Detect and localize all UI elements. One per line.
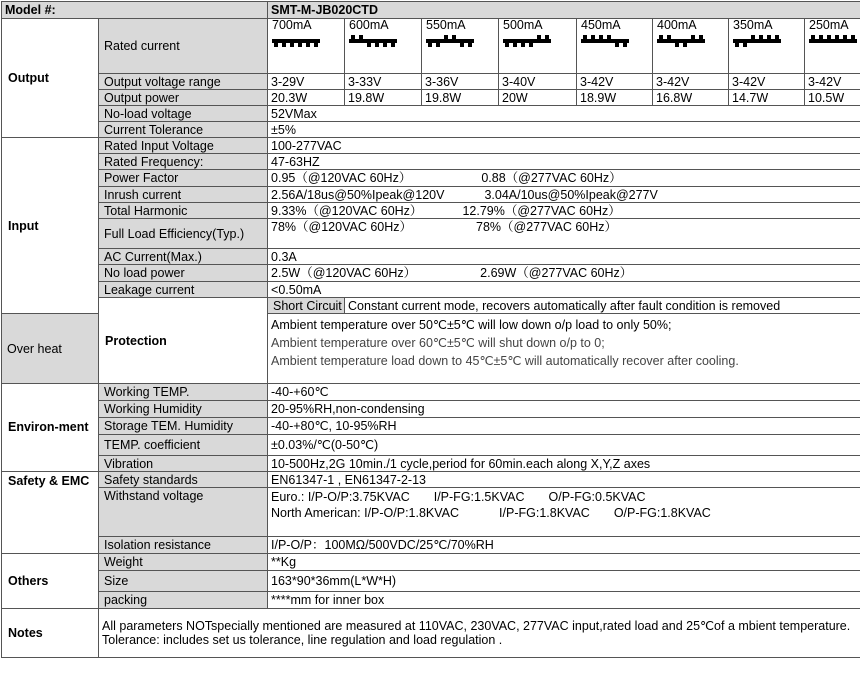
section-output: Output: [2, 19, 99, 138]
working-temp-label: Working TEMP.: [99, 384, 268, 401]
power-factor-label: Power Factor: [99, 170, 268, 187]
over-heat-label: Over heat: [2, 314, 99, 384]
short-circuit-row: [2, 298, 860, 314]
noload-power-row: [2, 265, 860, 282]
withstand-voltage-value: [268, 488, 860, 537]
section-protection: Protection: [99, 298, 268, 384]
total-harmonic-b: 12.79%（@277VAC 60Hz）: [462, 204, 620, 218]
total-harmonic-value: [268, 203, 860, 219]
notes-value: [99, 609, 860, 658]
short-circuit-label: Short Circuit: [268, 298, 345, 314]
voltage-range-row: [2, 74, 860, 90]
withstand-na-ipfg: I/P-FG:1.8KVAC: [499, 506, 590, 520]
section-others: Others: [2, 554, 99, 609]
withstand-voltage-label: Withstand voltage: [99, 488, 268, 537]
working-humidity-label: Working Humidity: [99, 401, 268, 418]
rated-frequency-label: Rated Frequency:: [99, 154, 268, 170]
voltage-range-value: 3-33V: [345, 74, 422, 90]
model-value: SMT-M-JB020CTD: [268, 2, 860, 19]
safety-standards-row: [2, 472, 860, 488]
over-heat-line-3: Ambient temperature load down to 45℃±5℃ will automatically recover after cooling.: [271, 352, 860, 370]
current-tolerance-value: ±5%: [268, 122, 860, 138]
isolation-resistance-label: Isolation resistance: [99, 537, 268, 554]
inrush-current-value: [268, 187, 860, 203]
size-label: Size: [99, 571, 268, 592]
noload-power-value: [268, 265, 860, 282]
efficiency-label: Full Load Efficiency(Typ.): [99, 219, 268, 249]
withstand-na-iop: North American: I/P-O/P:1.8KVAC: [271, 506, 459, 520]
packing-value: ****mm for inner box: [268, 592, 860, 609]
working-humidity-value: 20-95%RH,non-condensing: [268, 401, 860, 418]
dip-switch-icon: [503, 35, 551, 47]
leakage-current-label: Leakage current: [99, 282, 268, 298]
notes-line-2: Tolerance: includes set us tolerance, line regulation and load regulation .: [102, 633, 860, 647]
current-tolerance-label: Current Tolerance: [99, 122, 268, 138]
temp-coefficient-label: TEMP. coefficient: [99, 435, 268, 456]
dip-switch-icon: [349, 35, 397, 47]
withstand-euro-iop: Euro.: I/P-O/P:3.75KVAC: [271, 490, 410, 504]
spec-table: [1, 1, 860, 658]
dip-switch-icon: [272, 35, 320, 47]
temp-coefficient-row: [2, 435, 860, 456]
voltage-range-value: 3-40V: [499, 74, 577, 90]
storage-row: [2, 418, 860, 435]
working-temp-row: [2, 384, 860, 401]
withstand-na-opfg: O/P-FG:1.8KVAC: [614, 506, 711, 520]
voltage-range-label: Output voltage range: [99, 74, 268, 90]
notes-line-1: All parameters NOTspecially mentioned are measured at 110VAC, 230VAC, 277VAC input,rated load and 25℃of a mbient temperature.: [102, 619, 860, 633]
rated-frequency-value: 47-63HZ: [268, 154, 860, 170]
current-cell: [268, 19, 345, 74]
safety-standards-label: Safety standards: [99, 472, 268, 488]
temp-coefficient-value: ±0.03%/℃(0-50℃): [268, 435, 860, 456]
size-value: 163*90*36mm(L*W*H): [268, 571, 860, 592]
current-cell: [805, 19, 860, 74]
rated-current-row: [2, 19, 860, 74]
dip-switch-icon: [581, 35, 629, 47]
power-factor-value: [268, 170, 860, 187]
over-heat-line-1: Ambient temperature over 50℃±5℃ will low down o/p load to only 50%;: [271, 316, 860, 334]
efficiency-a: 78%（@120VAC 60Hz）: [271, 220, 412, 234]
storage-label: Storage TEM. Humidity: [99, 418, 268, 435]
efficiency-value: [268, 219, 860, 249]
output-power-value: 18.9W: [577, 90, 653, 106]
vibration-value: 10-500Hz,2G 10min./1 cycle,period for 60min.each along X,Y,Z axes: [268, 456, 860, 472]
efficiency-row: [2, 219, 860, 249]
output-power-value: 16.8W: [653, 90, 729, 106]
current-cell: [499, 19, 577, 74]
withstand-euro-ipfg: I/P-FG:1.5KVAC: [434, 490, 525, 504]
current-value: 500mA: [503, 19, 543, 33]
noload-power-label: No load power: [99, 265, 268, 282]
leakage-current-value: <0.50mA: [268, 282, 860, 298]
current-value: 550mA: [426, 19, 466, 33]
ac-current-row: [2, 249, 860, 265]
packing-row: [2, 592, 860, 609]
efficiency-b: 78%（@277VAC 60Hz）: [476, 220, 617, 234]
current-value: 400mA: [657, 19, 697, 33]
section-input: Input: [2, 138, 99, 314]
noload-voltage-row: [2, 106, 860, 122]
dip-switch-icon: [809, 35, 857, 47]
working-temp-value: -40-+60℃: [268, 384, 860, 401]
voltage-range-value: 3-42V: [805, 74, 860, 90]
model-row: [2, 2, 860, 19]
dip-switch-icon: [733, 35, 781, 47]
safety-standards-value: EN61347-1 , EN61347-2-13: [268, 472, 860, 488]
inrush-current-b: 3.04A/10us@50%Ipeak@277V: [484, 188, 657, 202]
power-factor-row: [2, 170, 860, 187]
input-voltage-value: 100-277VAC: [268, 138, 860, 154]
output-power-value: 20.3W: [268, 90, 345, 106]
output-power-value: 19.8W: [422, 90, 499, 106]
leakage-current-row: [2, 282, 860, 298]
isolation-resistance-value: I/P-O/P：100MΩ/500VDC/25℃/70%RH: [268, 537, 860, 554]
withstand-euro-opfg: O/P-FG:0.5KVAC: [549, 490, 646, 504]
total-harmonic-a: 9.33%（@120VAC 60Hz）: [271, 204, 422, 218]
over-heat-line-2: Ambient temperature over 60℃±5℃ will shut down o/p to 0;: [271, 334, 860, 352]
dip-switch-icon: [657, 35, 705, 47]
current-cell: [653, 19, 729, 74]
current-value: 600mA: [349, 19, 389, 33]
noload-power-b: 2.69W（@277VAC 60Hz）: [480, 266, 632, 280]
current-tolerance-row: [2, 122, 860, 138]
inrush-current-a: 2.56A/18us@50%Ipeak@120V: [271, 188, 444, 202]
working-humidity-row: [2, 401, 860, 418]
noload-voltage-value: 52VMax: [268, 106, 860, 122]
current-cell: [422, 19, 499, 74]
total-harmonic-label: Total Harmonic: [99, 203, 268, 219]
inrush-current-label: Inrush current: [99, 187, 268, 203]
rated-current-label: Rated current: [99, 19, 268, 74]
output-power-value: 10.5W: [805, 90, 860, 106]
current-cell: [345, 19, 422, 74]
noload-voltage-label: No-load voltage: [99, 106, 268, 122]
current-cell: [729, 19, 805, 74]
section-environment: Environ-ment: [2, 384, 99, 472]
output-power-value: 14.7W: [729, 90, 805, 106]
ac-current-label: AC Current(Max.): [99, 249, 268, 265]
output-power-value: 19.8W: [345, 90, 422, 106]
voltage-range-value: 3-42V: [729, 74, 805, 90]
current-value: 700mA: [272, 19, 312, 33]
inrush-current-row: [2, 187, 860, 203]
total-harmonic-row: [2, 203, 860, 219]
current-cell: [577, 19, 653, 74]
packing-label: packing: [99, 592, 268, 609]
storage-value: -40-+80℃, 10-95%RH: [268, 418, 860, 435]
withstand-na: [271, 505, 860, 521]
output-power-label: Output power: [99, 90, 268, 106]
weight-row: [2, 554, 860, 571]
section-safety: Safety & EMC: [2, 472, 99, 554]
ac-current-value: 0.3A: [268, 249, 860, 265]
voltage-range-value: 3-36V: [422, 74, 499, 90]
vibration-row: [2, 456, 860, 472]
withstand-euro: [271, 489, 860, 505]
size-row: [2, 571, 860, 592]
weight-value: **Kg: [268, 554, 860, 571]
voltage-range-value: 3-42V: [577, 74, 653, 90]
input-voltage-row: [2, 138, 860, 154]
isolation-resistance-row: [2, 537, 860, 554]
power-factor-b: 0.88（@277VAC 60Hz）: [481, 171, 621, 185]
weight-label: Weight: [99, 554, 268, 571]
over-heat-value: [268, 314, 860, 384]
current-value: 250mA: [809, 19, 849, 33]
dip-switch-icon: [426, 35, 474, 47]
voltage-range-value: 3-29V: [268, 74, 345, 90]
noload-power-a: 2.5W（@120VAC 60Hz）: [271, 266, 416, 280]
current-value: 350mA: [733, 19, 773, 33]
power-factor-a: 0.95（@120VAC 60Hz）: [271, 171, 411, 185]
model-label: Model #:: [2, 2, 268, 19]
current-value: 450mA: [581, 19, 621, 33]
withstand-voltage-row: [2, 488, 860, 537]
output-power-value: 20W: [499, 90, 577, 106]
notes-row: [2, 609, 860, 658]
voltage-range-value: 3-42V: [653, 74, 729, 90]
rated-frequency-row: [2, 154, 860, 170]
input-voltage-label: Rated Input Voltage: [99, 138, 268, 154]
output-power-row: [2, 90, 860, 106]
section-notes: Notes: [2, 609, 99, 658]
vibration-label: Vibration: [99, 456, 268, 472]
short-circuit-value: Constant current mode, recovers automatically after fault condition is removed: [345, 298, 860, 314]
